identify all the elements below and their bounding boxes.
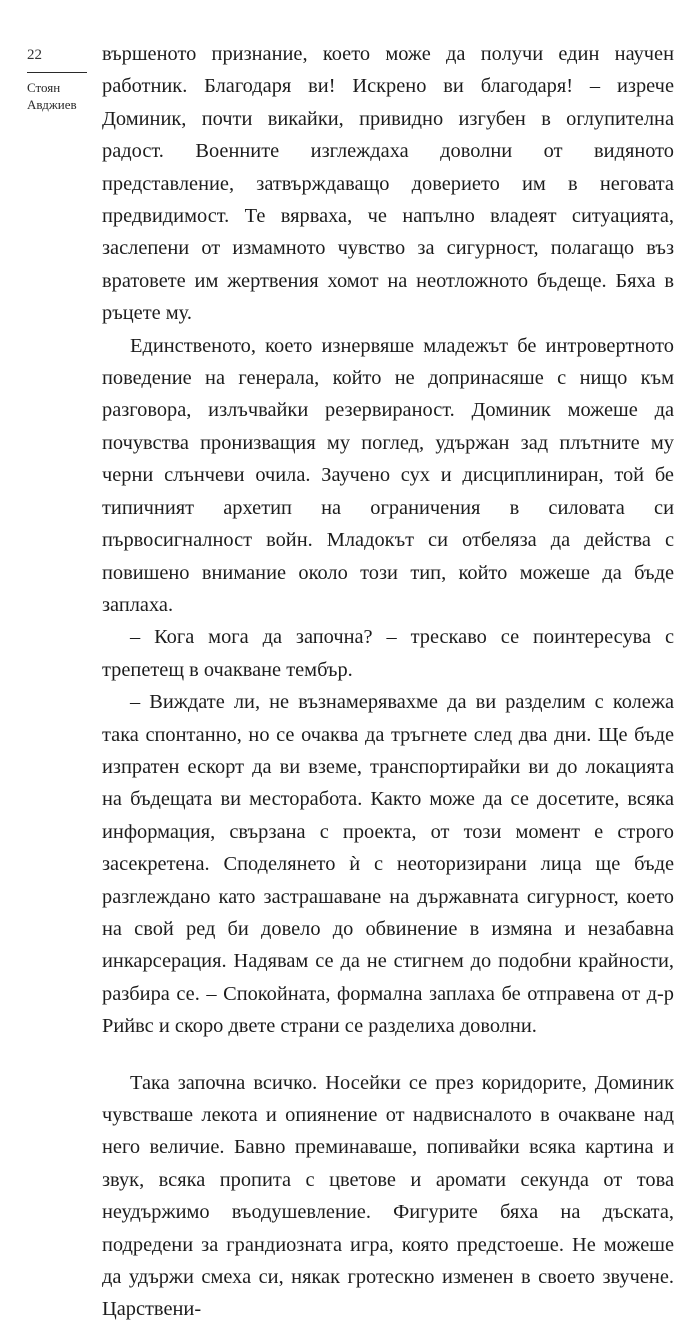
paragraph-continuation: вършеното признание, което може да получи един научен работник. Благодаря ви! Искрено ви благодаря! – изрече Доминик, почти викайки, привидно изгубен в оглупителна радост. Военните изглеждаха доволни от видяното представление, затвърждаващо доверието им в неговата предвидимост. Те вярваха, че напълно владеят ситуацията, заслепени от измамното чувство за сигурност, полагащо въз вратовете им жертвения хомот на неотложното бъдеще. Бяха в ръцете му.: [102, 43, 674, 325]
paragraph-dialogue-question: – Кога мога да започна? – трескаво се поинтересува с трепетещ в очакване тембър.: [102, 626, 674, 681]
header-rule: [27, 72, 87, 73]
author-name-last: Авджиев: [27, 97, 77, 112]
paragraph-general: Единственото, което изнервяше младежът бе интровертното поведение на генерала, който не допринасяше с нищо към разговора, излъчвайки резервираност. Доминик можеше да почувства пронизващия му поглед, удържан зад плътните му черни слънчеви очила. Заучено сух и дисциплиниран, той бе типичният архетип на ограничения в силовата си първосигналност войн. Младокът си отбеляза да действа с повишено внимание около този тип, който можеше да бъде заплаха.: [102, 334, 674, 616]
paragraph-beginning: Така започна всичко. Носейки се през коридорите, Доминик чувстваше лекота и опиянение от надвисналото в очакване над него величие. Бавно преминаваше, попивайки всяка картина и звук, всяка пропита с цветове и аромати секунда от това неудържимо въодушевление. Фигурите бяха на дъската, подредени за грандиозната игра, която предстоеше. Не можеше да удържи смеха си, някак гротескно изменен в своето звучене. Царствени-: [102, 1071, 674, 1321]
paragraph-dialogue-answer: – Виждате ли, не възнамерявахме да ви разделим с колежа така спонтанно, но се очаква да тръгнете след два дни. Ще бъде изпратен ескорт да ви вземе, транспортирайки ви до локацията на бъдещата ви месторабота. Както може да се досетите, всяка информация, свързана с проекта, от този момент е строго засекретена. Споделянето ѝ с неоторизирани лица ще бъде разглеждано като застрашаване на държавната сигурност, което на свой ред би довело до обвинение в измяна и незабавна инкарсерация. Надявам се да не стигнем до подобни крайности, разбира се. – Спокойната, формална заплаха бе отправена от д-р Рийвс и скоро двете страни се разделиха доволни.: [102, 691, 674, 1038]
body-text: [102, 38, 674, 1326]
page-number: 22: [27, 47, 42, 63]
running-head: [27, 46, 85, 113]
author-name-first: Стоян: [27, 80, 61, 95]
